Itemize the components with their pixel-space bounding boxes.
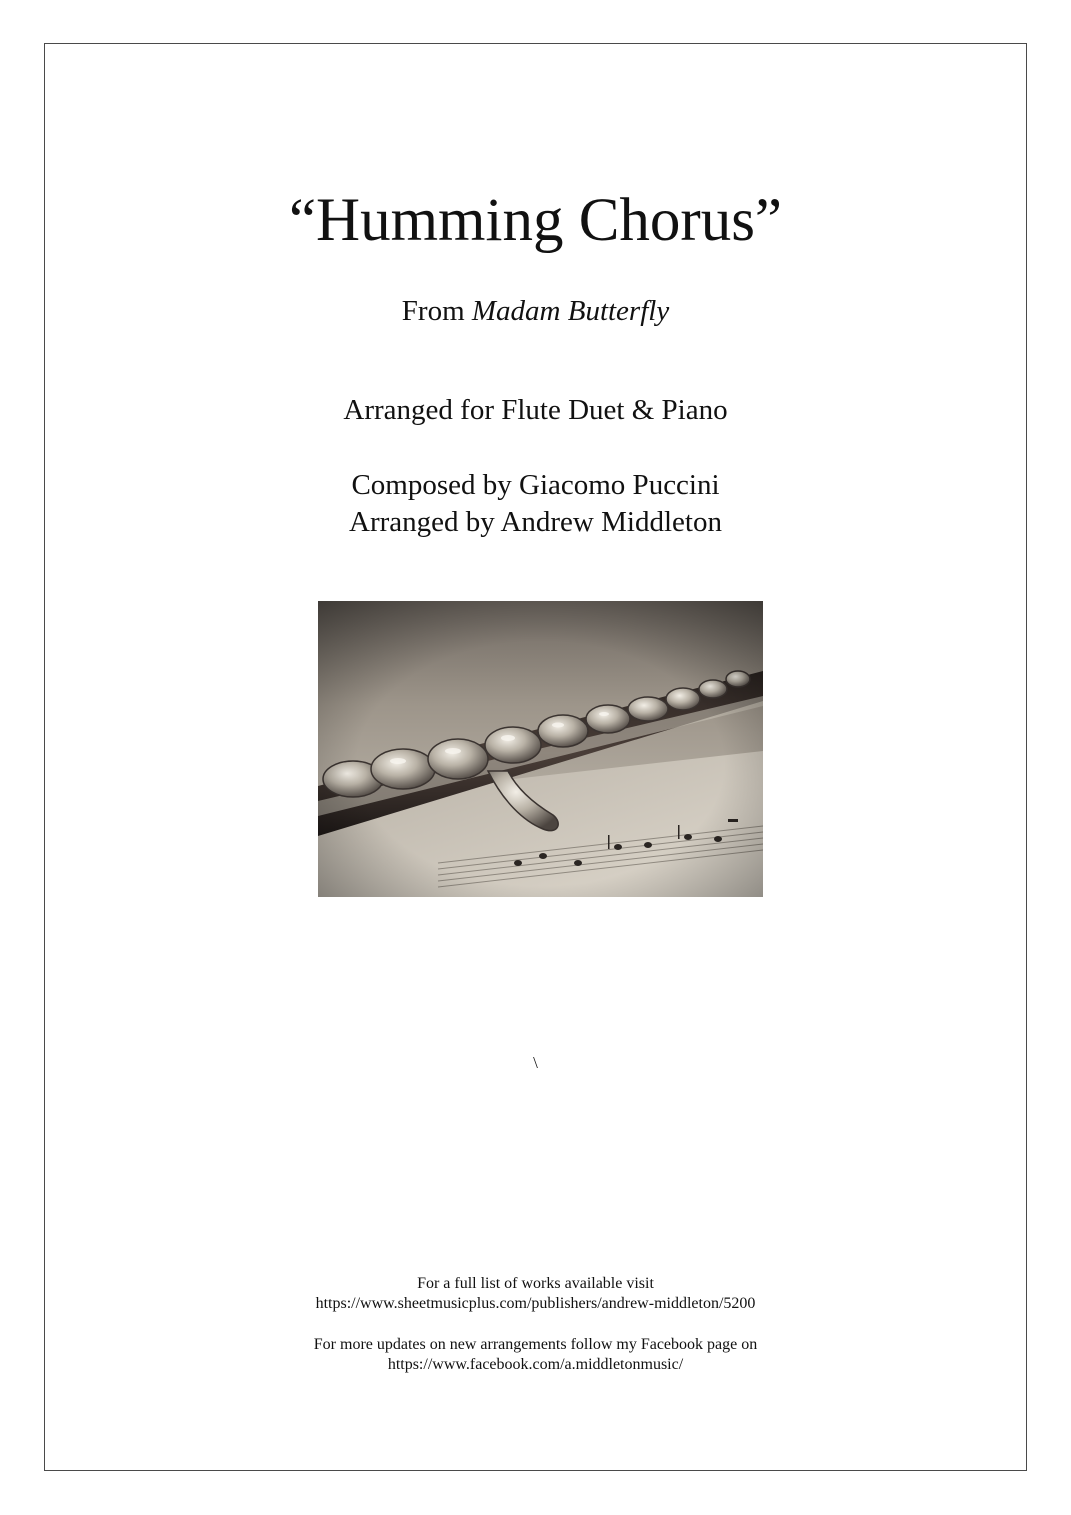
footer-spacer: [0, 1314, 1071, 1335]
cover-photo: [318, 601, 763, 897]
composer-credit: Composed by Giacomo Puccini: [351, 469, 720, 501]
subtitle-prefix: From: [401, 295, 472, 327]
credits-block: [0, 467, 1071, 541]
facebook-follow-text: For more updates on new arrangements follow my Facebook page on: [313, 1336, 758, 1353]
arranger-credit: Arranged by Andrew Middleton: [349, 506, 722, 538]
stray-backslash-mark: \: [533, 1053, 538, 1072]
score-title: “Humming Chorus”: [288, 187, 783, 254]
instrumentation-line: Arranged for Flute Duet & Piano: [343, 394, 728, 426]
facebook-link[interactable]: https://www.facebook.com/a.middletonmusic/: [387, 1356, 684, 1373]
footer-notes: [0, 1274, 1071, 1375]
works-list-text: For a full list of works available visit: [417, 1275, 654, 1292]
subtitle-work: Madam Butterfly: [471, 295, 670, 327]
sheetmusicplus-link[interactable]: https://www.sheetmusicplus.com/publishers/andrew-middleton/5200: [315, 1295, 756, 1312]
flute-on-sheet-music-image: [318, 601, 763, 897]
subtitle: [0, 293, 1071, 329]
